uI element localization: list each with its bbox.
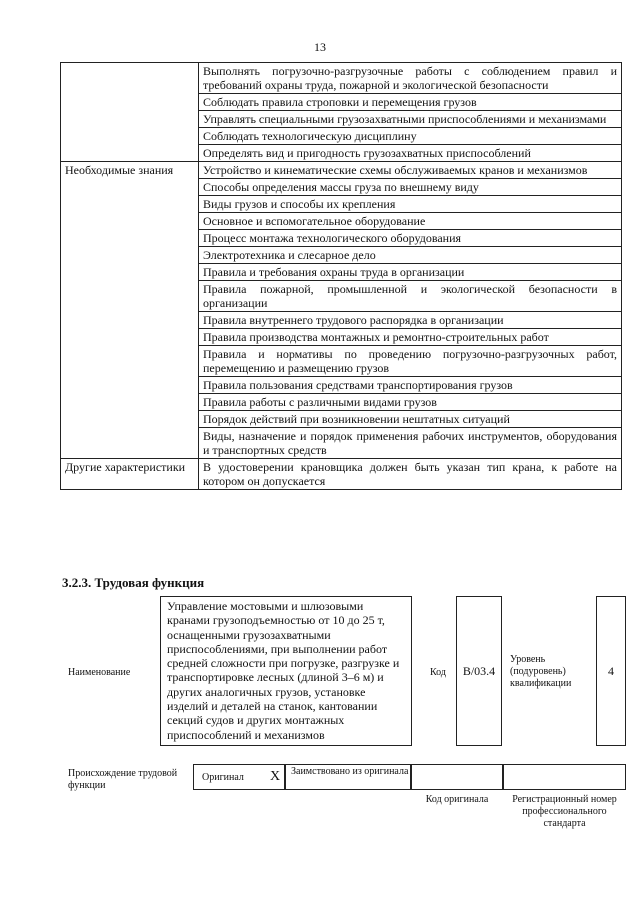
name-label: Наименование	[68, 667, 131, 678]
knowledge-item: Правила и требования охраны труда в организации	[199, 264, 622, 281]
action-item: Управлять специальными грузозахватными приспособлениями и механизмами	[199, 111, 622, 128]
borrowed-label: Заимствовано из оригинала	[291, 766, 409, 777]
knowledge-item: Порядок действий при возникновении нештатных ситуаций	[199, 411, 622, 428]
actions-label-cell	[61, 63, 199, 162]
knowledge-item: Правила пользования средствами транспортирования грузов	[199, 377, 622, 394]
knowledge-item: Основное и вспомогательное оборудование	[199, 213, 622, 230]
registration-number-box	[503, 764, 626, 790]
registration-number-caption: Регистрационный номер профессионального стандарта	[512, 794, 617, 829]
action-item: Соблюдать правила строповки и перемещения грузов	[199, 94, 622, 111]
borrowed-box	[285, 764, 411, 790]
knowledge-item: Электротехника и слесарное дело	[199, 247, 622, 264]
action-item: Выполнять погрузочно-разгрузочные работы с соблюдением правил и требований охраны труда, пожарной и экологической безопасности	[199, 63, 622, 94]
action-item: Соблюдать технологическую дисциплину	[199, 128, 622, 145]
labor-actions-table	[60, 62, 622, 490]
original-label: Оригинал	[202, 772, 244, 783]
qualification-level-label: Уровень (подуровень) квалификации	[510, 654, 572, 689]
original-code-caption: Код оригинала	[425, 794, 489, 805]
code-box	[456, 596, 502, 746]
other-characteristics-text: В удостоверении крановщика должен быть указан тип крана, к работе на котором он допускается	[199, 459, 622, 490]
knowledge-item: Виды, назначение и порядок применения рабочих инструментов, оборудования и транспортных средств	[199, 428, 622, 459]
qualification-level-box	[596, 596, 626, 746]
function-name-box: Управление мостовыми и шлюзовыми кранами грузоподъемностью от 10 до 25 т, оснащенными грузозахватными приспособлениями, при выполнении работ средней сложности при погрузке, разгрузке и транспортировке лесных (длиной 3–6 м) и других аналогичных грузов, установке изделий и деталей на станок, кантовании секций судов и других монтажных приспособлений и механизмов	[160, 596, 412, 746]
page-number: 13	[314, 40, 326, 54]
knowledge-item: Правила производства монтажных и ремонтно-строительных работ	[199, 329, 622, 346]
knowledge-item: Правила пожарной, промышленной и экологической безопасности в организации	[199, 281, 622, 312]
knowledge-item: Виды грузов и способы их крепления	[199, 196, 622, 213]
origin-label: Происхождение трудовой функции	[68, 768, 178, 791]
code-value: B/03.4	[462, 663, 496, 678]
original-code-box	[411, 764, 503, 790]
knowledge-item: Правила внутреннего трудового распорядка в организации	[199, 312, 622, 329]
knowledge-item: Правила и нормативы по проведению погрузочно-разгрузочных работ, перемещению и размещению грузов	[199, 346, 622, 377]
action-item: Определять вид и пригодность грузозахватных приспособлений	[199, 145, 622, 162]
knowledge-item: Способы определения массы груза по внешнему виду	[199, 179, 622, 196]
knowledge-item: Процесс монтажа технологического оборудования	[199, 230, 622, 247]
code-label: Код	[430, 667, 446, 678]
knowledge-label: Необходимые знания	[61, 162, 199, 459]
section-heading: 3.2.3. Трудовая функция	[62, 575, 205, 590]
qualification-level-value: 4	[608, 663, 614, 678]
knowledge-item: Правила работы с различными видами грузов	[199, 394, 622, 411]
original-mark: X	[270, 769, 281, 784]
knowledge-item: Устройство и кинематические схемы обслуживаемых кранов и механизмов	[199, 162, 622, 179]
other-characteristics-label: Другие характеристики	[61, 459, 199, 490]
original-box	[193, 764, 285, 790]
